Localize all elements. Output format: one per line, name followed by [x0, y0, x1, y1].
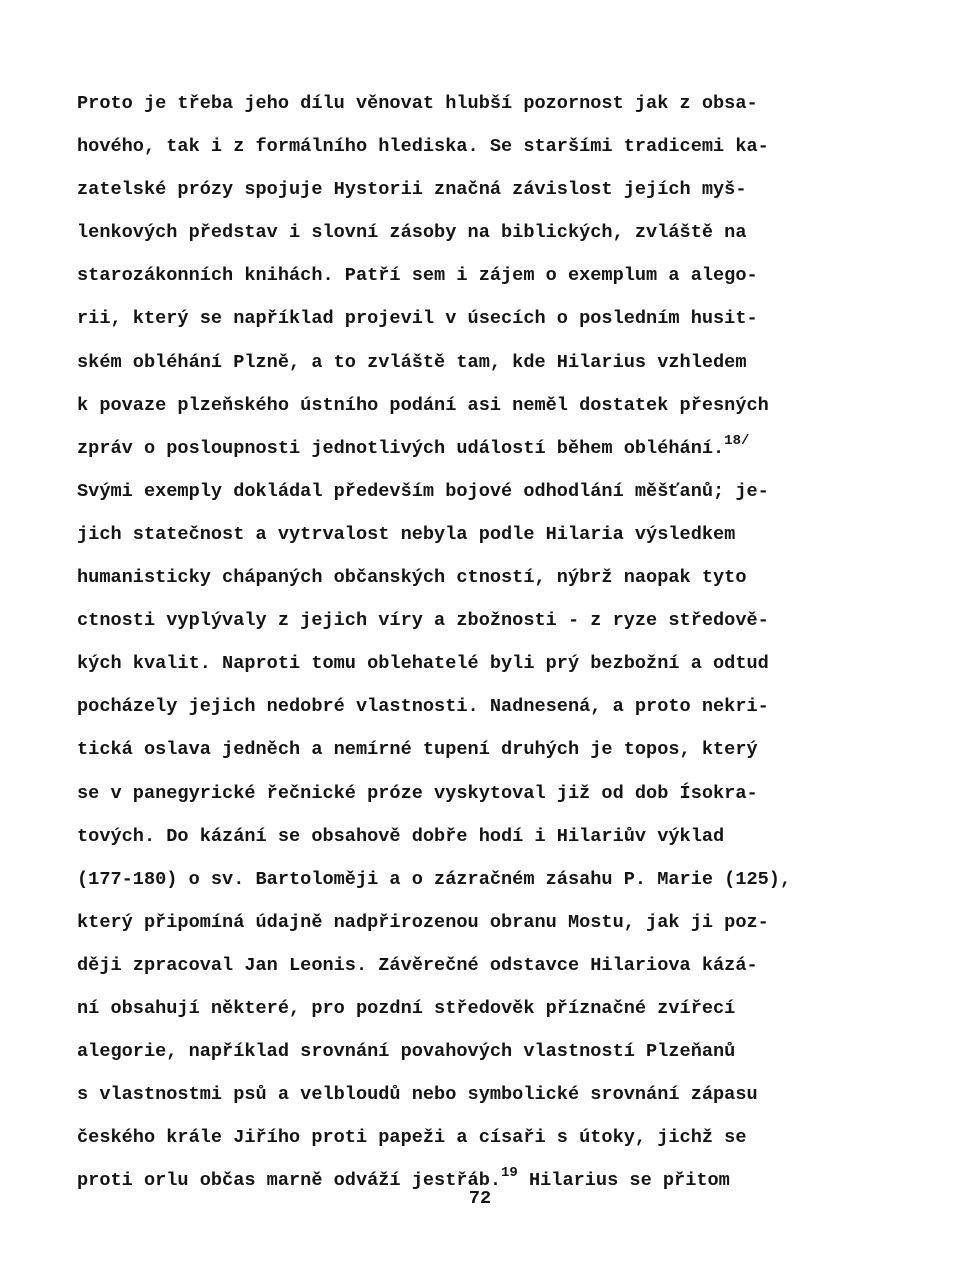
text-line	[77, 168, 877, 211]
line-text: ní obsahují některé, pro pozdní středověk příznačné zvířecí	[77, 997, 736, 1019]
line-text: českého krále Jiřího proti papeži a císaři s útoky, jichž se	[77, 1127, 747, 1149]
line-text: rii, který se například projevil v úsecích o posledním husit-	[77, 308, 758, 330]
line-text: tická oslava jedněch a nemírné tupení druhých je topos, který	[77, 739, 758, 761]
line-text: zatelské prózy spojuje Hystorii značná závislost jejích myš-	[77, 179, 747, 201]
text-line	[77, 901, 877, 944]
line-text: zpráv o posloupnosti jednotlivých událostí během obléhání.	[77, 437, 725, 459]
footnote-marker: 19	[501, 1165, 518, 1182]
line-text: pocházely jejich nedobré vlastnosti. Nadnesená, a proto nekri-	[77, 696, 769, 718]
line-text: kých kvalit. Naproti tomu oblehatelé byli prý bezbožní a odtud	[77, 653, 769, 675]
line-text: proti orlu občas marně odváží jestřáb.	[77, 1170, 502, 1192]
text-line	[77, 728, 877, 771]
text-line	[77, 427, 877, 470]
text-line	[77, 125, 877, 168]
text-line	[77, 685, 877, 728]
line-text: humanisticky chápaných občanských ctností, nýbrž naopak tyto	[77, 567, 747, 589]
text-line	[77, 470, 877, 513]
text-line	[77, 599, 877, 642]
line-text: ctnosti vyplývaly z jejich víry a zbožnosti - z ryze středově-	[77, 610, 769, 632]
page-number: 72	[468, 1188, 492, 1209]
text-line	[77, 513, 877, 556]
line-text: Proto je třeba jeho dílu věnovat hlubší pozornost jak z obsa-	[77, 93, 758, 114]
text-line	[77, 556, 877, 599]
text-line	[77, 297, 877, 340]
line-text: (177-180) o sv. Bartoloměji a o zázračném zásahu P. Marie (125),	[77, 868, 792, 890]
line-text: tových. Do kázání se obsahově dobře hodí i Hilariův výklad	[77, 825, 725, 847]
text-line	[77, 1030, 877, 1073]
line-text: lenkových představ i slovní zásoby na biblických, zvláště na	[77, 222, 747, 244]
body-text	[77, 82, 877, 1202]
line-text: hového, tak i z formálního hlediska. Se staršími tradicemi ka-	[77, 136, 769, 158]
text-line	[77, 384, 877, 427]
text-line	[77, 987, 877, 1030]
line-text: ském obléhání Plzně, a to zvláště tam, kde Hilarius vzhledem	[77, 351, 747, 373]
line-text: který připomíná údajně nadpřirozenou obranu Mostu, jak ji poz-	[77, 911, 769, 933]
text-line	[77, 858, 877, 901]
text-line	[77, 82, 877, 125]
text-line	[77, 1116, 877, 1159]
text-line	[77, 815, 877, 858]
line-text: jich statečnost a vytrvalost nebyla podle Hilaria výsledkem	[77, 523, 736, 545]
line-text: alegorie, například srovnání povahových vlastností Plzeňanů	[77, 1041, 736, 1063]
line-text: s vlastnostmi psů a velbloudů nebo symbolické srovnání zápasu	[77, 1084, 758, 1106]
text-line	[77, 254, 877, 297]
line-text: Svými exemply dokládal především bojové odhodlání měšťanů; je-	[77, 480, 769, 502]
line-text: k povaze plzeňského ústního podání asi neměl dostatek přesných	[77, 394, 769, 416]
footnote-marker: 18/	[724, 432, 750, 449]
text-line	[77, 944, 877, 987]
text-line	[77, 1073, 877, 1116]
line-text: starozákonních knihách. Patří sem i zájem o exemplum a alego-	[77, 265, 758, 287]
text-line	[77, 772, 877, 815]
text-line	[77, 211, 877, 254]
line-text-continued: Hilarius se přitom	[517, 1170, 730, 1192]
text-line	[77, 642, 877, 685]
line-text: ději zpracoval Jan Leonis. Závěrečné odstavce Hilariova kázá-	[77, 954, 758, 976]
text-line	[77, 341, 877, 384]
line-text: se v panegyrické řečnické próze vyskytoval již od dob Ísokra-	[77, 782, 758, 804]
